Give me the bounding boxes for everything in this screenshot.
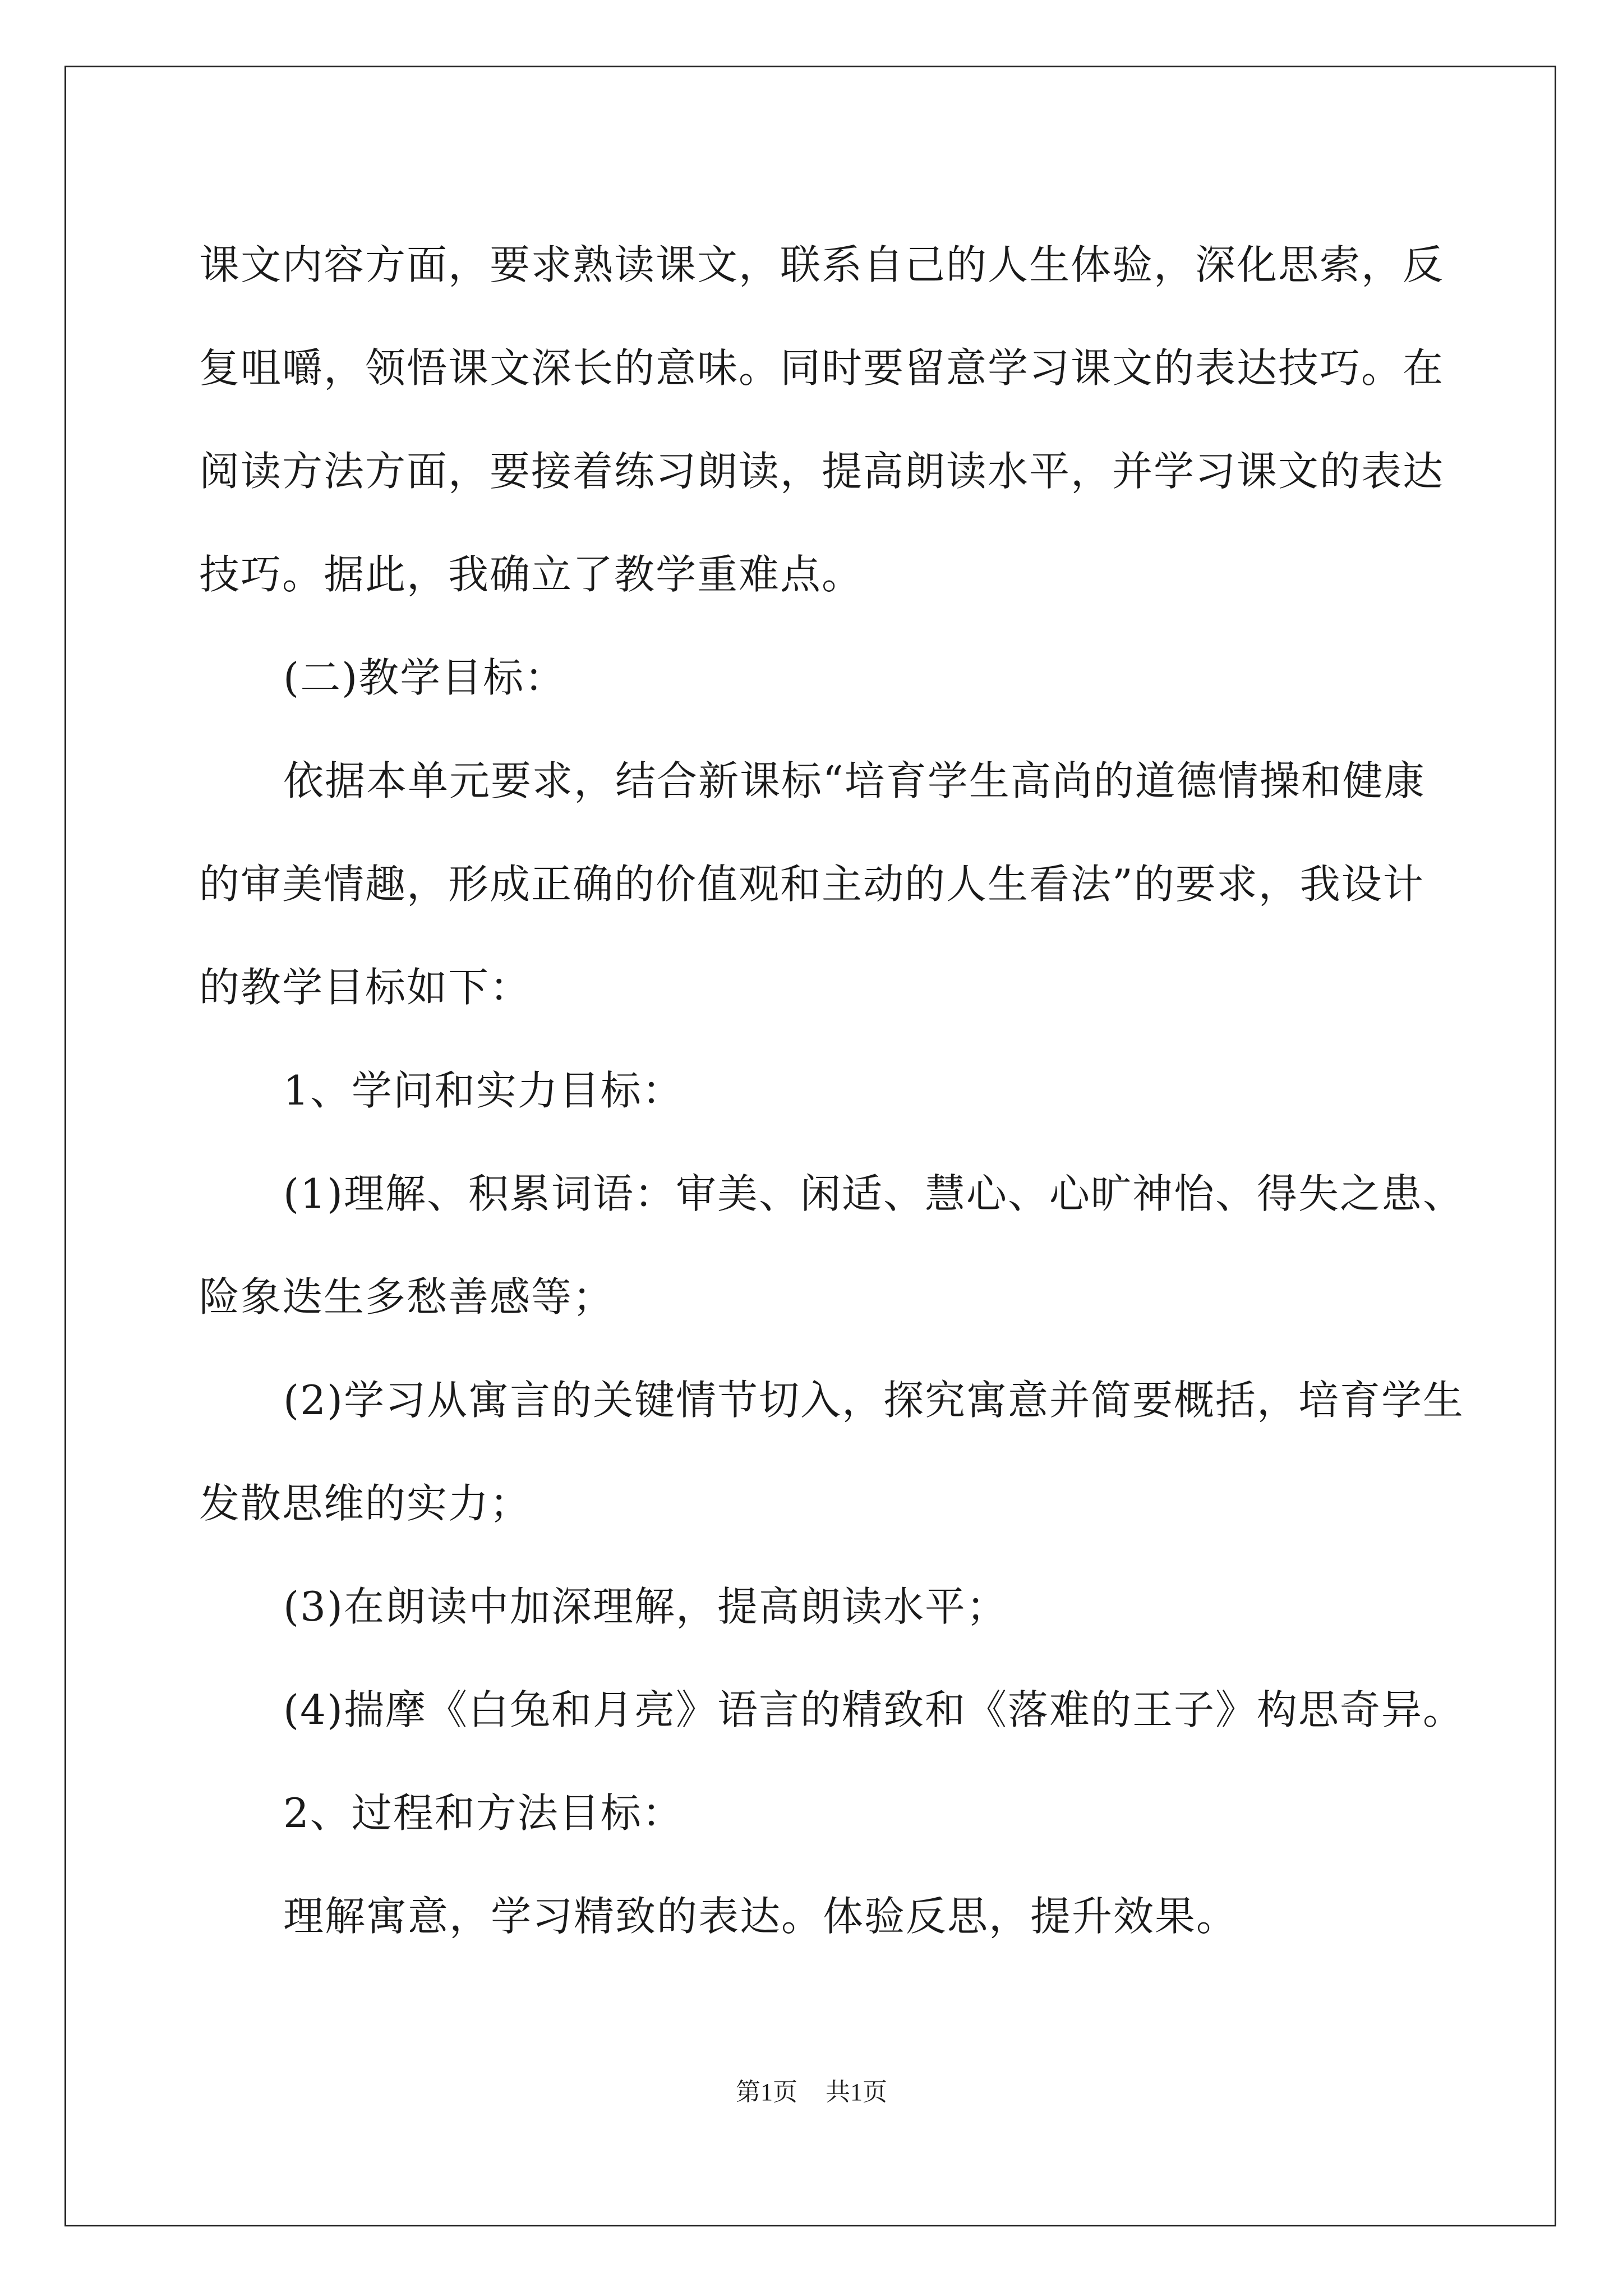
body-text-line: 险象迭生多愁善感等； xyxy=(199,1273,615,1320)
page-total: 共1页 xyxy=(826,2078,887,2106)
list-item-line: (4)揣摩《白兔和月亮》语言的精致和《落难的王子》构思奇异。 xyxy=(283,1686,1464,1733)
body-text-line: 的审美情趣，形成正确的价值观和主动的人生看法”的要求，我设计 xyxy=(199,861,1424,908)
list-item-start-line: (2)学习从寓言的关键情节切入，探究寓意并简要概括，培育学生 xyxy=(283,1377,1464,1424)
subsection-heading: 1、学问和实力目标： xyxy=(283,1067,684,1114)
paragraph-start-line: 依据本单元要求，结合新课标“培育学生高尚的道德情操和健康 xyxy=(283,757,1426,804)
list-item-start-line: (1)理解、积累词语：审美、闲适、慧心、心旷神怡、得失之患、 xyxy=(283,1170,1464,1217)
page-number: 第1页 xyxy=(736,2078,797,2106)
body-text-line: 的教学目标如下： xyxy=(199,964,532,1011)
body-text-line: 阅读方法方面，要接着练习朗读，提高朗读水平，并学习课文的表达 xyxy=(199,448,1445,495)
subsection-heading: 2、过程和方法目标： xyxy=(283,1789,684,1837)
body-text-line: 发散思维的实力； xyxy=(199,1480,532,1527)
body-text-line: 技巧。据此，我确立了教学重难点。 xyxy=(199,551,864,598)
body-text-line: 课文内容方面，要求熟读课文，联系自己的人生体验，深化思索，反 xyxy=(199,241,1445,288)
paragraph-start-line: 理解寓意，学习精致的表达。体验反思，提升效果。 xyxy=(283,1893,1238,1940)
body-text-line: 复咀嚼，领悟课文深长的意味。同时要留意学习课文的表达技巧。在 xyxy=(199,344,1445,392)
section-heading: (二)教学目标： xyxy=(283,654,566,701)
page-footer xyxy=(0,2076,1623,2109)
list-item-line: (3)在朗读中加深理解，提高朗读水平； xyxy=(283,1583,1008,1630)
document-body xyxy=(199,213,1464,1968)
